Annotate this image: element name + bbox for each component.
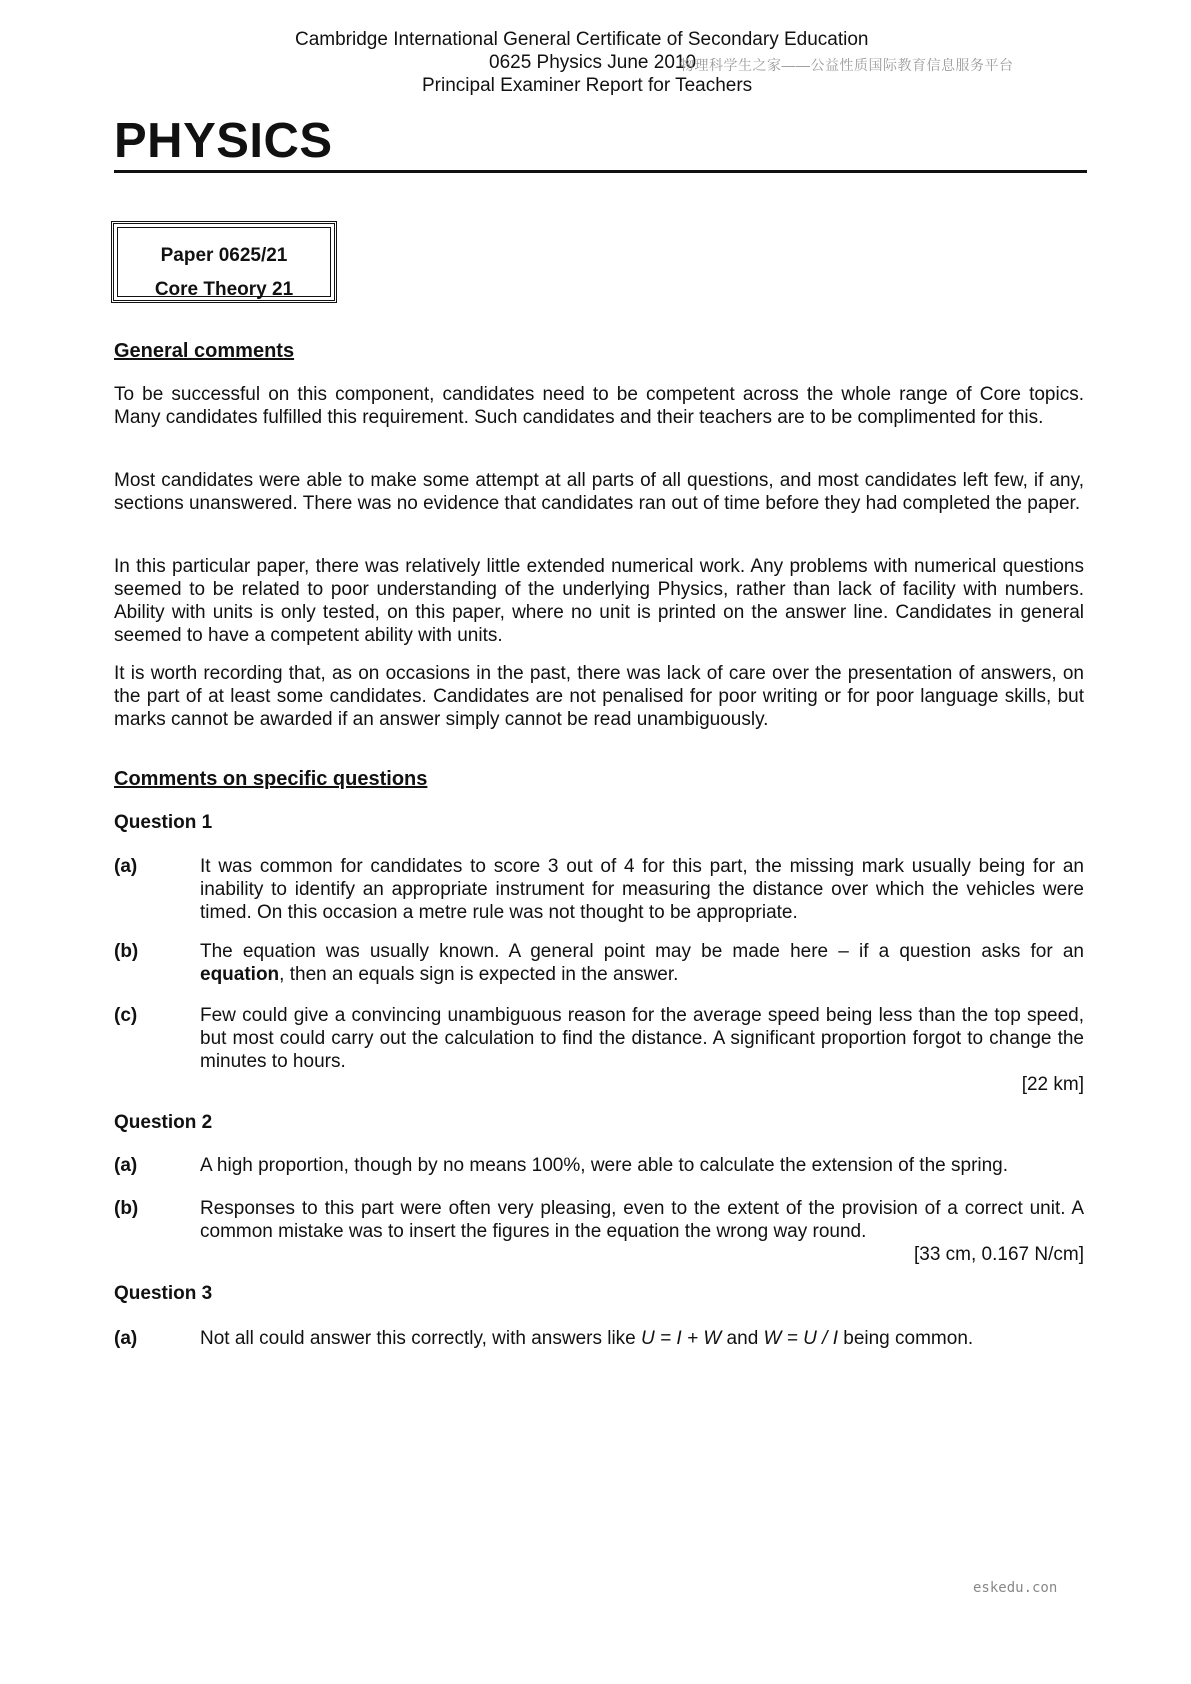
item-label: (b) bbox=[114, 941, 139, 962]
item-text: It was common for candidates to score 3 out of 4 for this part, the missing mark usually being for an inability to identify an appropriate instrument for measuring the distance over which the vehicles were timed. On this occasion a metre rule was not thought to be appropriate. bbox=[200, 856, 1084, 923]
paper-name: Core Theory 21 bbox=[154, 279, 294, 300]
header-line-1: Cambridge International General Certificate of Secondary Education bbox=[295, 29, 869, 50]
item-label: (a) bbox=[114, 856, 138, 877]
question-3-heading: Question 3 bbox=[114, 1283, 213, 1304]
paper-code: Paper 0625/21 bbox=[160, 245, 288, 266]
item-label: (a) bbox=[114, 1155, 138, 1176]
footer-watermark: eskedu.con bbox=[973, 1580, 1058, 1596]
item-label: (a) bbox=[114, 1328, 138, 1349]
question-2b bbox=[114, 1197, 1084, 1266]
item-text: Few could give a convincing unambiguous reason for the average speed being less than the top speed, but most could carry out the calculation to find the distance. A significant proportion forgot to change the minutes to hours. bbox=[200, 1005, 1084, 1072]
bold-term: equation bbox=[200, 964, 280, 985]
answer-note: [33 cm, 0.167 N/cm] bbox=[913, 1244, 1084, 1265]
general-comments-heading: General comments bbox=[114, 340, 295, 362]
title-divider bbox=[114, 170, 1087, 173]
equation-2: W = U / I bbox=[763, 1328, 838, 1349]
item-text: The equation was usually known. A general point may be made here – if a question asks for an equation, then an equals sign is expected in the answer. bbox=[200, 941, 1084, 985]
header-line-3: Principal Examiner Report for Teachers bbox=[422, 75, 753, 96]
answer-note: [22 km] bbox=[1021, 1074, 1084, 1095]
item-label: (c) bbox=[114, 1005, 138, 1026]
question-1-heading: Question 1 bbox=[114, 812, 213, 833]
header-line-2: 0625 Physics June 2010 bbox=[489, 52, 697, 73]
general-paragraph-4: It is worth recording that, as on occasions in the past, there was lack of care over the presentation of answers, on the part of at least some candidates. Candidates are not penalised for poor writing or for poor language skills, but marks cannot be awarded if an answer simply cannot be read unambiguously. bbox=[114, 663, 1084, 730]
general-paragraph-2: Most candidates were able to make some attempt at all parts of all questions, and most candidates left few, if any, sections unanswered. There was no evidence that candidates ran out of time before they had completed the paper. bbox=[114, 470, 1084, 514]
question-2a bbox=[114, 1154, 1084, 1177]
general-paragraph-1: To be successful on this component, candidates need to be competent across the whole range of Core topics. Many candidates fulfilled this requirement. Such candidates and their teachers are to be complimented for this. bbox=[114, 384, 1084, 428]
question-1b bbox=[114, 940, 1084, 986]
item-text: Responses to this part were often very pleasing, even to the extent of the provision of a correct unit. A common mistake was to insert the figures in the equation the wrong way round. bbox=[200, 1198, 1084, 1242]
paper-box bbox=[111, 221, 337, 303]
general-paragraph-3: In this particular paper, there was relatively little extended numerical work. Any problems with numerical questions seemed to be related to poor understanding of the underlying Physics, rather than lack of facility with numbers. Ability with units is only tested, on this paper, where no unit is printed on the answer line. Candidates in general seemed to have a competent ability with units. bbox=[114, 556, 1084, 646]
specific-comments-heading: Comments on specific questions bbox=[114, 768, 428, 790]
question-3a bbox=[114, 1327, 1084, 1350]
question-1a bbox=[114, 855, 1084, 924]
equation-1: U = I + W bbox=[641, 1328, 722, 1349]
item-text: A high proportion, though by no means 100%, were able to calculate the extension of the spring. bbox=[200, 1155, 1009, 1176]
page-title: PHYSICS bbox=[114, 114, 333, 168]
question-1c bbox=[114, 1004, 1084, 1096]
item-label: (b) bbox=[114, 1198, 139, 1219]
item-text: Not all could answer this correctly, with answers like U = I + W and W = U / I being common. bbox=[200, 1328, 974, 1349]
question-2-heading: Question 2 bbox=[114, 1112, 213, 1133]
watermark-text: 物理科学生之家——公益性质国际教育信息服务平台 bbox=[680, 57, 1014, 73]
